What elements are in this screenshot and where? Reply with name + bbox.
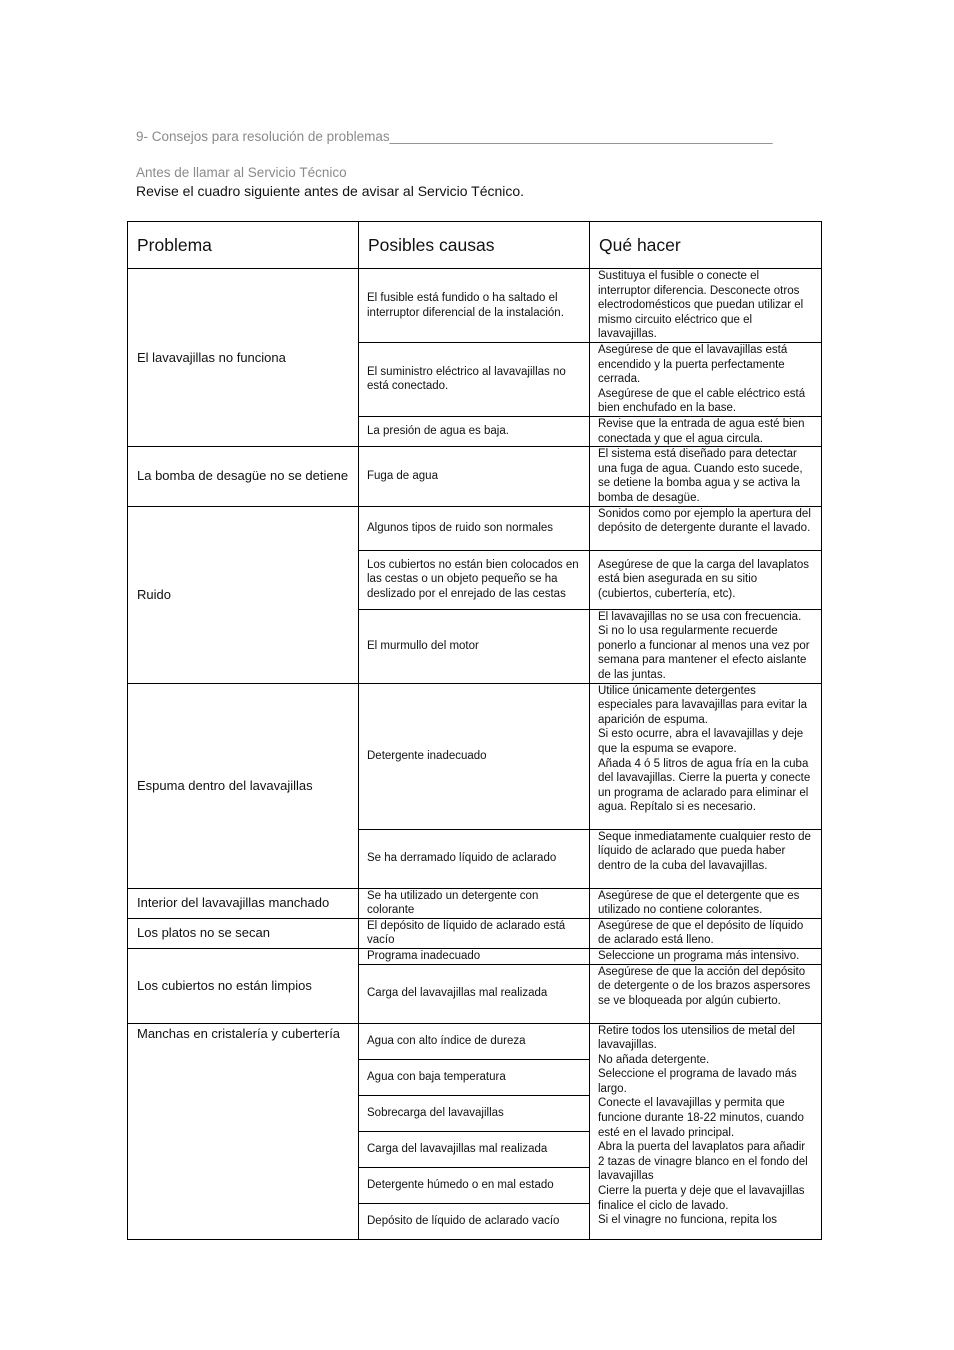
cause-cell: Algunos tipos de ruido son normales <box>359 506 590 550</box>
cause-cell: Carga del lavavajillas mal realizada <box>359 964 590 1023</box>
header-problem: Problema <box>128 222 359 269</box>
solution-cell <box>590 343 822 417</box>
solution-line: Asegúrese de que el lavavajillas está encendido y la puerta perfectamente cerrada. <box>598 344 788 386</box>
cause-cell: Detergente inadecuado <box>359 683 590 829</box>
solution-line: Sonidos como por ejemplo la apertura del depósito de detergente durante el lavado. <box>598 507 811 535</box>
solution-line: Seleccione el programa de lavado más largo. <box>598 1068 797 1095</box>
solution-cell <box>590 550 822 609</box>
solution-cell <box>590 829 822 888</box>
solution-cell <box>590 1023 822 1239</box>
cause-cell: Programa inadecuado <box>359 948 590 964</box>
cause-cell: El suministro eléctrico al lavavajillas no está conectado. <box>359 343 590 417</box>
solution-line: Asegúrese de que el depósito de líquido de aclarado está lleno. <box>598 919 804 947</box>
cause-cell: Los cubiertos no están bien colocados en las cestas o un objeto pequeño se ha deslizado por el enrejado de las cestas <box>359 550 590 609</box>
cause-cell: La presión de agua es baja. <box>359 416 590 446</box>
problem-cell: Los platos no se secan <box>128 918 359 948</box>
cause-cell: El murmullo del motor <box>359 609 590 683</box>
table-header-row <box>128 222 822 269</box>
solution-line: Asegúrese de que el detergente que es utilizado no contiene colorantes. <box>598 889 800 917</box>
solution-line: Cierre la puerta y deje que el lavavajillas finalice el ciclo de lavado. <box>598 1185 805 1212</box>
solution-cell <box>590 683 822 829</box>
cause-cell: El depósito de líquido de aclarado está vacío <box>359 918 590 948</box>
solution-line: Conecte el lavavajillas y permita que funcione durante 18-22 minutos, cuando esté en el lavado principal. <box>598 1097 804 1139</box>
table-row <box>128 918 822 948</box>
solution-cell <box>590 609 822 683</box>
problem-cell: El lavavajillas no funciona <box>128 269 359 447</box>
problem-cell: Los cubiertos no están limpios <box>128 948 359 1023</box>
problem-cell: Interior del lavavajillas manchado <box>128 888 359 918</box>
table-row <box>128 683 822 829</box>
solution-line: Abra la puerta del lavaplatos para añadir 2 tazas de vinagre blanco en el fondo del lavavajillas <box>598 1141 808 1183</box>
table-row <box>128 269 822 343</box>
solution-line: Sustituya el fusible o conecte el interruptor diferencia. Desconecte otros electrodomésticos que puedan utilizar el mismo circuito eléctrico que el lavavajillas. <box>598 270 804 341</box>
solution-line: El lavavajillas no se usa con frecuencia. Si no lo usa regularmente recuerde ponerlo a funcionar al menos una vez por semana para mantener el efecto aislante de las juntas. <box>598 610 810 681</box>
solution-line: Asegúrese de que la carga del lavaplatos está bien asegurada en su sitio (cubiertos, cubertería, etc). <box>598 558 809 600</box>
solution-line: Asegúrese de que el cable eléctrico está bien enchufado en la base. <box>598 387 806 415</box>
solution-cell <box>590 964 822 1023</box>
section-title: 9- Consejos para resolución de problemas___________________________________________________ <box>136 129 773 144</box>
table-row <box>128 447 822 506</box>
problem-cell: Espuma dentro del lavavajillas <box>128 683 359 888</box>
solution-line: Retire todos los utensilios de metal del lavavajillas. <box>598 1024 795 1052</box>
solution-line: Seleccione un programa más intensivo. <box>598 949 800 962</box>
solution-cell <box>590 888 822 918</box>
table-row <box>128 888 822 918</box>
cause-cell: El fusible está fundido o ha saltado el interruptor diferencial de la instalación. <box>359 269 590 343</box>
problem-cell: Manchas en cristalería y cubertería <box>128 1023 359 1239</box>
cause-cell: Carga del lavavajillas mal realizada <box>359 1131 590 1167</box>
intro-text: Revise el cuadro siguiente antes de avisar al Servicio Técnico. <box>136 183 525 199</box>
solution-cell <box>590 269 822 343</box>
solution-line: Seque inmediatamente cualquier resto de líquido de aclarado que pueda haber dentro de la cuba del lavavajillas. <box>598 830 811 872</box>
solution-line: Si el vinagre no funciona, repita los <box>598 1214 777 1227</box>
cause-cell: Se ha derramado líquido de aclarado <box>359 829 590 888</box>
solution-cell <box>590 506 822 550</box>
solution-line: Si esto ocurre, abra el lavavajillas y deje que la espuma se evapore. <box>598 728 804 755</box>
cause-cell: Se ha utilizado un detergente con colorante <box>359 888 590 918</box>
problem-cell: La bomba de desagüe no se detiene <box>128 447 359 506</box>
solution-line: No añada detergente. <box>598 1053 710 1066</box>
table-row <box>128 948 822 964</box>
solution-cell <box>590 948 822 964</box>
solution-line: Asegúrese de que la acción del depósito de detergente o de los brazos aspersores se ve bloqueada por algún cubierto. <box>598 965 811 1007</box>
problem-cell: Ruido <box>128 506 359 683</box>
header-solution: Qué hacer <box>590 222 822 269</box>
header-causes: Posibles causas <box>359 222 590 269</box>
table-row <box>128 1023 822 1059</box>
cause-cell: Detergente húmedo o en mal estado <box>359 1167 590 1203</box>
solution-line: El sistema está diseñado para detectar una fuga de agua. Cuando esto sucede, se detiene la bomba agua y se activa la bomba de desagüe. <box>598 448 803 504</box>
cause-cell: Agua con baja temperatura <box>359 1059 590 1095</box>
solution-cell <box>590 416 822 446</box>
solution-line: Revise que la entrada de agua esté bien conectada y que el agua circula. <box>598 417 805 445</box>
cause-cell: Fuga de agua <box>359 447 590 506</box>
solution-cell <box>590 447 822 506</box>
solution-cell <box>590 918 822 948</box>
section-subtitle: Antes de llamar al Servicio Técnico <box>136 165 347 180</box>
cause-cell: Depósito de líquido de aclarado vacío <box>359 1203 590 1239</box>
cause-cell: Agua con alto índice de dureza <box>359 1023 590 1059</box>
solution-line: Añada 4 ó 5 litros de agua fría en la cuba del lavavajillas. Cierre la puerta y conecte un programa de aclarado para eliminar el agua. Repítalo si es necesario. <box>598 757 811 814</box>
cause-cell: Sobrecarga del lavavajillas <box>359 1095 590 1131</box>
solution-line: Utilice únicamente detergentes especiales para lavavajillas para evitar la aparición de espuma. <box>598 684 808 726</box>
troubleshooting-table <box>127 221 822 1240</box>
table-row <box>128 506 822 550</box>
